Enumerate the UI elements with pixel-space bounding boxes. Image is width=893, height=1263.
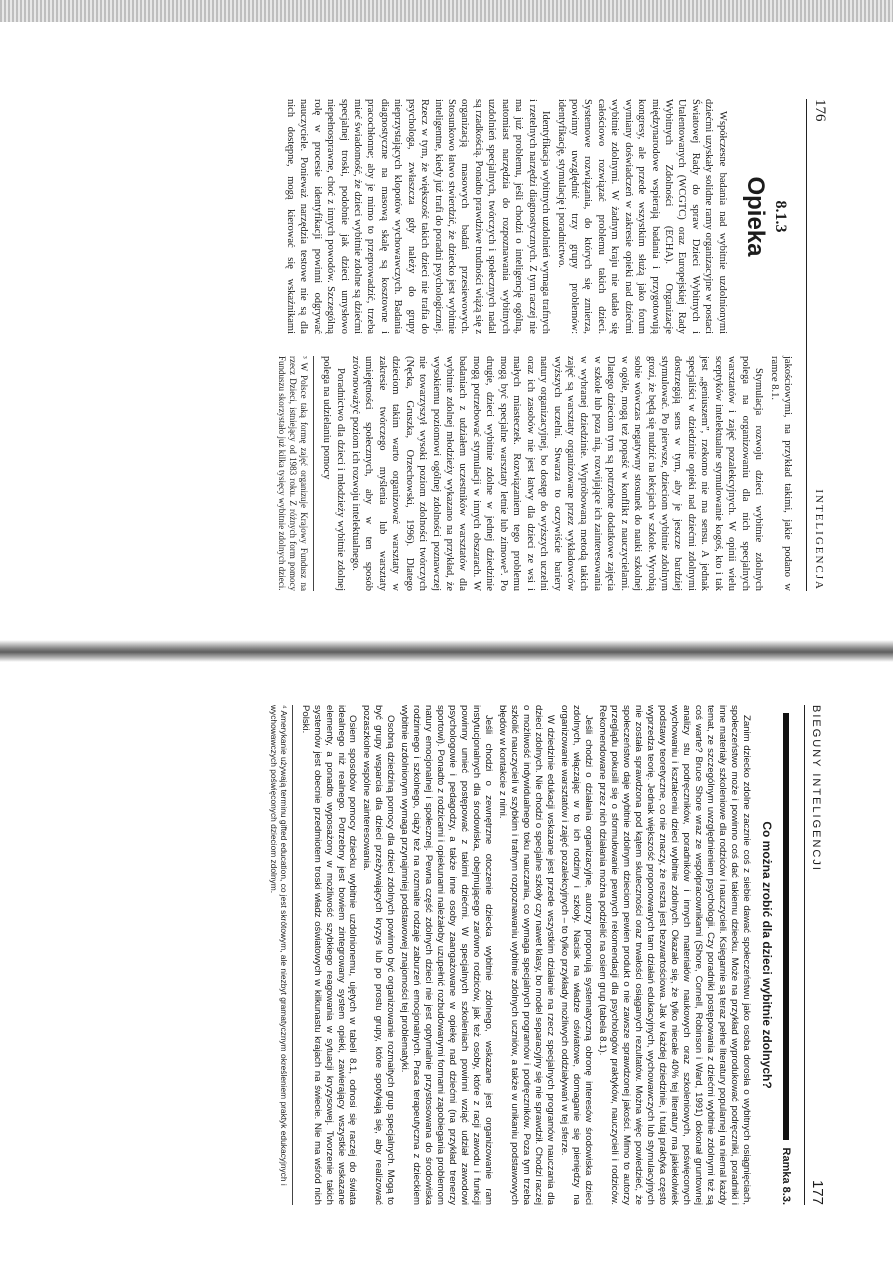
- running-head-title: INTELIGENCJA: [813, 489, 825, 591]
- paragraph: Jeśli chodzi o działania organizacyjne, autorzy proponują systematyczną obronę interesów środowiska dzieci zdolnych, włączając w to ich rodziny i szkoły. Nacisk na władze oświatowe, domaganie się pieniędzy na organizowanie warsztatów i zajęć pozalekcyjnych – to tylko przykłady możliwych oddziaływań w tej sferze.: [559, 705, 595, 1205]
- book-spine-shadow: [0, 640, 893, 662]
- paragraph: Identyfikacja wybitnych uzdolnień wymaga trafnych i rzetelnych narzędzi diagnostycznych. Z tym raczej nie ma już problemu, jeśli chodzi o inteligencję ogólną, natomiast narzędzia do rozpoznawania wybitnych uzdolnień specjalnych, twórczych i społecznych nadal są rzadkością. Ponadto prawdziwe trudności wiążą się z organizacją masowych badań przesiewowych. Stosunkowo łatwo stwierdzić, że dziecko jest wybitnie inteligentne, kiedy już trafi do poradni psychologicznej. Rzecz w tym, że większość takich dzieci nie trafia do psychologa, zwłaszcza gdy należy do grupy nieprzystających klopotów wychowawczych. Badania diagnostyczne na masową skalę są kosztowne i pracochłonne; aby je mimo to przeprowadzić, trzeba mieć świadomość, że dzieci wybitnie zdolne są dziećmi specjalnej troski, podobnie jak dzieci umysłowo niepełnosprawne, choć z innych powodów. Szczególną rolę w procesie identyfikacji powinni odgrywać nauczyciele. Ponieważ narzędzia testowe nie są dla nich dostępne, mogą kierować się wskaźnikami jakościowymi, na przykład takimi, jakie podano w ramce 8.1.: [284, 99, 793, 591]
- box-rule: [783, 713, 789, 1140]
- paragraph: W dziedzinie edukacji wskazane jest przede wszystkim działanie na rzecz specjalnych programów nauczania dla dzieci zdolnych. Nie chodzi o specjalne szkoły czy nawet klasy, bo model separacyjny się nie sprawdził. Chodzi raczej o możliwość indywidualnego toku nauczania, co wymaga specjalnych programów i podręczników. Poza tym trzeba szkolić nauczycieli w szybkim i trafnym rozpoznawaniu wybitnie zdolnych uczniów, a także w unikaniu podstawowych błędów w kontakcie z nimi.: [497, 705, 557, 1205]
- running-header: [804, 705, 826, 1205]
- paragraph: Jeśli chodzi o zewnętrzne otoczenie dziecka wybitnie zdolnego, wskazane jest organizowanie ram instytucjonalnych dla środowiska, obejmującego zarówno rodziców, jak też osoby, które z racji zawodu i funkcji powinny umieć postępować z takimi dziećmi. W specjalnych szkoleniach powinni wziąć udział zawodowi psychologowie i pedagodzy, a także inne osoby zaangażowane w opiekę nad dziećmi (na przykład trenerzy sportowi). Ponadto z rodzicami i opiekunami należałoby uzupełnić rozbudowanymi formami zapobiegania problemom natury emocjonalnej i społecznej. Pewna część zdolnych dzieci nie jest optymalnie przystosowana do środowiska rodzinnego i szkolnego, ciąży też na rozmaite rodzaje zaburzeń emocjonalnych. Praca terapeutyczna z dzieckiem wybitnie uzdolnionym wymaga przynajmniej podstawowej znajomości tej problematyki.: [399, 705, 495, 1205]
- page-number: 177: [809, 1179, 826, 1205]
- paragraph: Osiem sposobów pomocy dziecku wybitnie uzdolnionemu, ujętych w tabeli 8.1, odnosi się raczej do świata idealnego niż realnego. Potrzebny jest bowiem zintegrowany system opieki, zawierający wszystkie wskazane elementy, a ponadto wyposażony w możliwość szybkiego reagowania w sytuacji kryzysowej. Tworzenie takich systemów jest obecnie przedmiotem troski władz oświatowych w kilkunastu krajach na świecie. Nie ma wśród nich Polski.: [299, 705, 359, 1205]
- box-label: Ramka 8.3.: [780, 1147, 792, 1205]
- running-header: [806, 99, 828, 591]
- running-head-title: BIEGUNY INTELIGENCJI: [810, 705, 822, 872]
- two-column-text: [104, 99, 794, 591]
- page-number: 176: [812, 99, 828, 122]
- page-176: [46, 65, 846, 625]
- box-body: [299, 705, 752, 1205]
- paragraph: Poradnictwo dla dzieci i młodzieży wybitnie zdolnej polega na udzielaniu pomocy: [321, 356, 346, 591]
- page-177: [46, 675, 846, 1235]
- box-header: [780, 705, 792, 1205]
- box-title: Co można zrobić dla dzieci wybitnie zdolnych?: [760, 821, 774, 1089]
- paragraph: Zanim dziecko zdolne zacznie coś z siebie dawać społeczeństwu jako osoba dorosła o wybitnych osiągnięciach, społeczeństwo może i powinno coś dać takiemu dziecku. Może na przykład wyprodukować podręczniki, poradniki i inne materiały szkoleniowe dla rodziców i nauczycieli. Księgarnie są teraz pełne literatury popularnej na niemal każdy temat, ze szczególnym uwzględnieniem psychologii. Czy poradniki postępowania z dziećmi wybitnie zdolnymi też są coś warte? Bruce Shore wraz ze współpracownikami (Shore, Cornell, Robinson i Ward, 1991) dokonał gruntownej analizy stu podręczników, poradników i innych materiałów naukowych oraz szkoleniowych, poświęconych wychowaniu i kształceniu dzieci wybitnie zdolnych. Okazało się, że tylko niecałe 40% tej literatury ma jakiekolwiek podstawy teoretyczne, co nie znaczy, że reszta jest bezwartościowa. Jak w każdej dziedzinie, i tutaj praktyka często wyprzedza teorię. Jednak większość proponowanych tam działań edukacyjnych, wychowawczych lub stymulacyjnych nie została sprawdzona pod kątem skuteczności oraz trwałości osiąganych rezultatów. Można więc powiedzieć, że społeczeństwo daje wybitnie zdolnym dzieciom pewien produkt o nie zawsze sprawdzonej jakości. Mimo to autorzy przeglądu pokusili się o sformułowanie pewnych rekomendacji dla psychologów praktyków, nauczycieli i rodziców. Rekomendowane przez nich działania można podzielić na osiem grup (tabela 8.1).: [597, 705, 752, 1205]
- paragraph: Stymulacja rozwoju dzieci wybitnie zdolnych polega na organizowaniu dla nich specjalnych warsztatów i zajęć pozalekcyjnych. W opinii wielu sceptyków intelektualne stymulowanie kogoś, kto i tak jest „geniuszem”, rzekomo nie ma sensu. A jednak specjaliści w dziedzinie opieki nad dziećmi zdolnymi dostrzegają sens w tym, aby je jeszcze bardziej stymulować. Po pierwsze, dzieciom wybitnie zdolnym grozi, że będą się nudzić na lekcjach w szkole. Wyrobią sobie wówczas negatywny stosunek do nauki szkolnej w ogóle, mogą też popaść w konflikt z nauczycielami. Dlatego dzieciom tym są potrzebne dodatkowe zajęcia w szkole lub poza nią, rozwijające ich zainteresowania w wybranej dziedzinie. Wypróbowaną metodą takich zajęć są warsztaty organizowane przez wykładowców wyższych uczelni. Stwarza to oczywiście bariery natury organizacyjnej, bo dostęp do wyższych uczelni oraz ich zasobów nie jest łatwy dla dzieci ze wsi i małych miasteczek. Rozwiązaniem tego problemu mogą być specjalne warsztaty letnie lub zimowe³. Po drugie, dzieci wybitnie zdolne w jednej dziedzinie mogą potrzebować stymulacji w innych obszarach. W badaniach z udziałem uczestników warsztatów dla wybitnie zdolnej młodzieży wykazano na przykład, że wysokiemu poziomowi ogólnej zdolności poznawczej nie towarzyszył wysoki poziom zdolności twórczych (Nęcka, Gruszka, Orzechowski, 1996). Dlatego dzieciom takim warto organizować warsztaty w zakresie twórczego myślenia lub warsztaty umiejętności społecznych, aby w ten sposób zrównoważyć poziom ich rozwoju intelektualnego.: [350, 356, 765, 591]
- section-title: Opieka: [741, 176, 769, 257]
- footnote: ³ W Polsce taką formę zajęć organizuje Krajowy Fundusz na rzecz Dzieci, istniejący od 1983 roku. Z różnych form pomocy Funduszu skorzystało już kilka tysięcy wybitnie zdolnych dzieci.: [276, 356, 313, 591]
- paragraph: Współczesne badania nad wybitnie uzdolnionymi dziećmi uzyskały solidne ramy organizacyjne w postaci Światowej Rady do spraw Dzieci Wybitnych i Utalentowanych (WCGTC) oraz Europejskiej Rady Wybitnych Zdolności (ECHA). Organizacje międzynarodowe wspierają badania i przygotowują kongresy, ale przede wszystkim służą jako forum wymiany doświadczeń w zakresie opieki nad dziećmi wybitnie zdolnymi. W żadnym kraju nie udało się całościowo rozwiązać problemu takich dzieci. Systemowe rozwiązania, do których się zmierza, powinny uwzględnić trzy grupy problemów: identyfikację, stymulację i poradnictwo.: [555, 99, 728, 334]
- paragraph: Osobną dziedziną pomocy dla dzieci zdolnych powinno być organizowanie rozmaitych grup specjalnych. Mogą to być grupy wsparcia dla dzieci przeżywających kryzys lub po prostu grupy, które spotykają się, aby realizować pozaszkolne wspólne zainteresowania.: [361, 705, 397, 1205]
- footnote: ⁴ Amerykanie używają terminu gifted education, co jest skrótowym, ale niezbyt gramatycznym określeniem praktyk edukacyjnych i wychowawczych poświęconych dzieciom zdolnym.: [269, 705, 293, 1205]
- scan-artifact-top: [0, 0, 893, 22]
- section-number: 8.1.3: [772, 200, 789, 233]
